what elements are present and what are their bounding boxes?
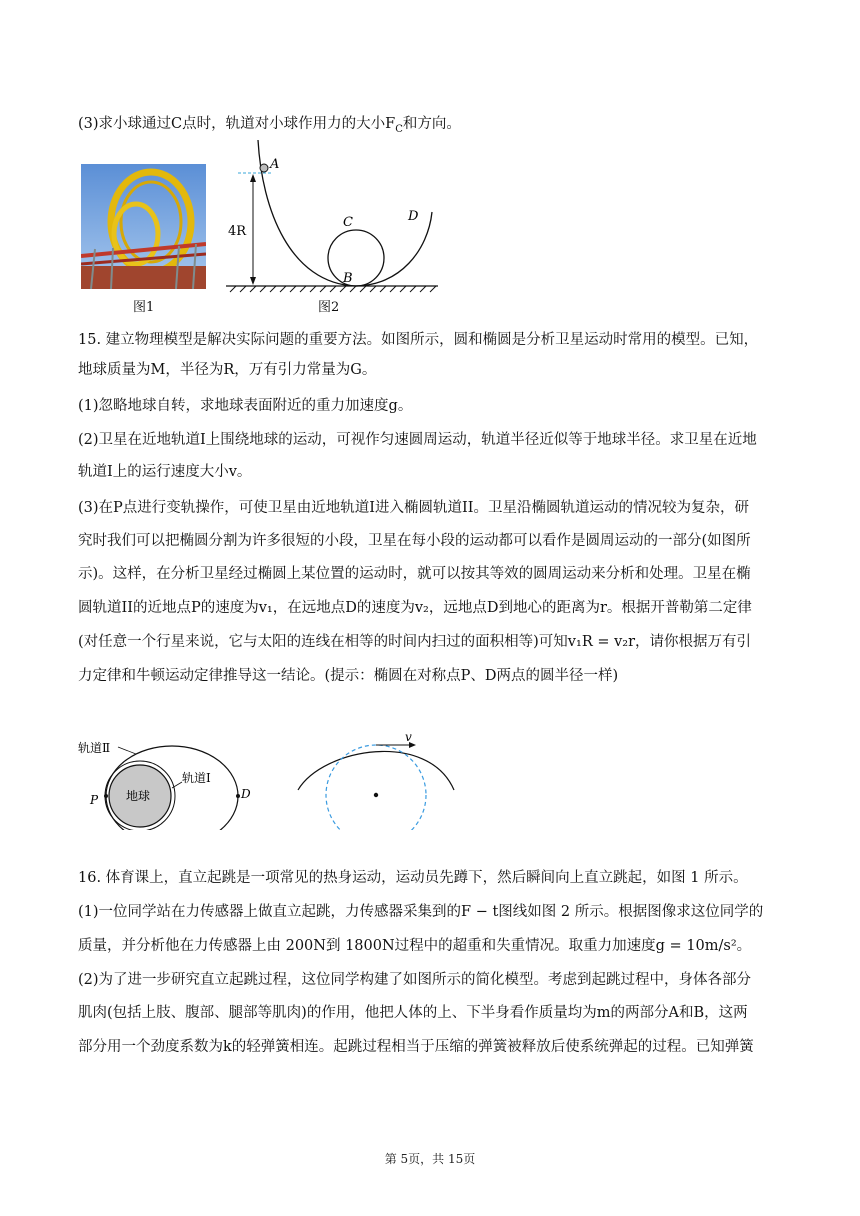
q16-line-4: (2)为了进一步研究直立起跳过程，这位同学构建了如图所示的简化模型。考虑到起跳过程中，身体各部分 xyxy=(78,972,752,988)
label-orbit2: 轨道Ⅱ xyxy=(78,741,111,755)
label-earth: 地球 xyxy=(126,789,151,803)
track-diagram xyxy=(220,140,440,305)
q15-line-5: 轨道I上的运行速度大小v。 xyxy=(78,464,252,480)
label-P: P xyxy=(90,793,99,807)
label-B: B xyxy=(343,271,353,286)
q15-line-10: (对任意一个行星来说，它与太阳的连线在相等的时间内扫过的面积相等)可知v₁R = v₂r，请你根据万有引 xyxy=(78,634,752,650)
fig2-caption: 图2 xyxy=(318,300,340,315)
q15-line-11: 力定律和牛顿运动定律推导这一结论。(提示：椭圆在对称点P、D两点的圆半径一样) xyxy=(78,668,619,684)
label-orbit1: 轨道Ⅰ xyxy=(182,771,211,785)
q16-line-1: 16. 体育课上，直立起跳是一项常见的热身运动，运动员先蹲下，然后瞬间向上直立跳起，如图 1 所示。 xyxy=(78,870,748,886)
q16-line-6: 部分用一个劲度系数为k的轻弹簧相连。起跳过程相当于压缩的弹簧被释放后使系统弹起的过程。已知弹簧 xyxy=(78,1039,754,1055)
q15-line-2: 地球质量为M，半径为R，万有引力常量为G。 xyxy=(78,362,377,378)
q15-line-7: 究时我们可以把椭圆分割为许多很短的小段，卫星在每小段的运动都可以看作是圆周运动的一部分(如图所 xyxy=(78,533,751,549)
q15-line-3: (1)忽略地球自转，求地球表面附近的重力加速度g。 xyxy=(78,398,413,414)
label-4R: 4R xyxy=(228,224,247,239)
q15-line-4: (2)卫星在近地轨道I上围绕地球的运动，可视作匀速圆周运动，轨道半径近似等于地球半径。求卫星在近地 xyxy=(78,432,757,448)
q16-line-5: 肌肉(包括上肢、腹部、腿部等肌肉)的作用，他把人体的上、下半身看作质量均为m的两部分A和B，这两 xyxy=(78,1005,748,1021)
q15-line-1: 15. 建立物理模型是解决实际问题的重要方法。如图所示，圆和椭圆是分析卫星运动时常用的模型。已知， xyxy=(78,332,759,348)
label-C: C xyxy=(343,215,353,230)
q15-line-6: (3)在P点进行变轨操作，可使卫星由近地轨道I进入椭圆轨道II。卫星沿椭圆轨道运动的情况较为复杂，研 xyxy=(78,500,749,516)
q14-part3: (3)求小球通过C点时，轨道对小球作用力的大小$F_C$和方向。 xyxy=(78,116,461,135)
q16-line-2: (1)一位同学站在力传感器上做直立起跳，力传感器采集到的F − t图线如图 2 所示。根据图像求这位同学的 xyxy=(78,904,764,920)
page-footer: 第 5页，共 15页 xyxy=(384,1152,476,1166)
orbit-diagrams xyxy=(78,730,478,830)
label-D: D xyxy=(408,209,419,224)
label-D-orbit: D xyxy=(241,787,251,801)
label-v: v xyxy=(405,730,412,744)
fig1-caption: 图1 xyxy=(133,300,155,315)
q15-line-9: 圆轨道II的近地点P的速度为v₁，在远地点D的速度为v₂，远地点D到地心的距离为r。根据开普勒第二定律 xyxy=(78,600,752,616)
roller-coaster-photo xyxy=(81,164,206,289)
label-A: A xyxy=(270,157,280,172)
q16-line-3: 质量，并分析他在力传感器上由 200N到 1800N过程中的超重和失重情况。取重力加速度g = 10m/s²。 xyxy=(78,938,752,954)
q15-line-8: 示)。这样，在分析卫星经过椭圆上某位置的运动时，就可以按其等效的圆周运动来分析和处理。卫星在椭 xyxy=(78,566,751,582)
